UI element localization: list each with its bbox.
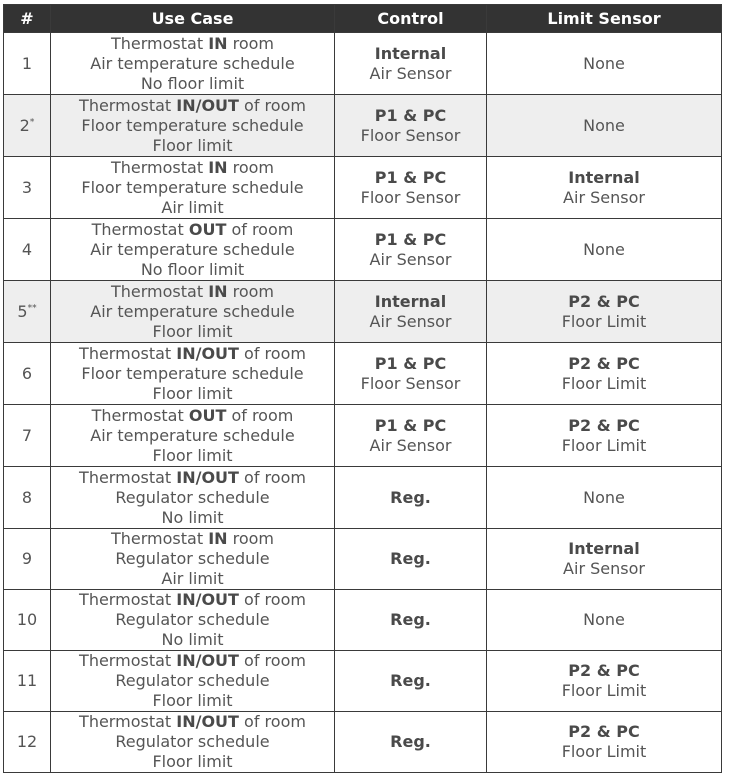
row-number: 11 [16,671,38,690]
use-case-suffix: of room [238,651,306,670]
use-case-location: IN/OUT [176,95,239,115]
limit-sensor-cell [487,33,722,95]
limit-sensor-sub: Floor Limit [561,435,647,455]
control-main: P1 & PC [374,353,447,373]
row-number-cell [4,343,51,405]
limit-sensor-sub: Air Sensor [563,187,645,207]
header-limit-sensor: Limit Sensor [487,5,722,33]
control-cell [335,343,487,405]
control-main: P1 & PC [374,229,447,249]
limit-sensor-cell [487,95,722,157]
control-main: P1 & PC [374,167,447,187]
table-row [4,219,722,281]
row-footnote-mark: ** [27,303,37,314]
use-case-prefix: Thermostat [91,405,189,425]
limit-sensor-sub: Floor Limit [561,373,647,393]
limit-sensor-cell [487,590,722,651]
table-row [4,529,722,590]
row-number: 8 [21,487,33,507]
row-number: 1 [21,53,33,73]
use-case-limit: Floor limit [152,445,233,465]
use-case-schedule: Floor temperature schedule [81,115,304,135]
use-case-prefix: Thermostat [91,219,189,239]
use-case-location-line [51,712,334,732]
use-case-location: IN/OUT [176,712,239,731]
row-number-cell [4,405,51,467]
use-case-location-line [51,529,334,549]
limit-sensor-sub: Floor Limit [561,681,647,700]
use-case-cell [51,95,335,157]
use-case-cell [51,219,335,281]
use-case-limit: Floor limit [152,321,233,341]
control-sub: Floor Sensor [360,187,461,207]
use-case-location-line [51,34,334,54]
use-case-cell [51,529,335,590]
use-case-limit: No limit [161,507,224,527]
use-case-cell [51,33,335,95]
use-case-suffix: room [227,33,275,53]
control-cell [335,712,487,773]
row-number: 6 [21,363,33,383]
table-row [4,95,722,157]
use-case-cell [51,467,335,529]
table-row [4,33,722,95]
row-number-cell [4,529,51,590]
use-case-location-line [51,282,334,302]
use-case-limit: No limit [161,630,224,649]
use-case-location-line [51,590,334,610]
limit-sensor-cell [487,529,722,590]
control-main: P1 & PC [374,415,447,435]
use-case-location-line [51,406,334,426]
use-case-cell [51,712,335,773]
use-case-limit: Floor limit [152,135,233,155]
table-body [4,33,722,773]
limit-sensor-main: P2 & PC [568,291,640,311]
limit-sensor-cell [487,467,722,529]
limit-sensor-main: P2 & PC [568,415,640,435]
control-sub: Floor Sensor [360,373,461,393]
use-case-limit: Floor limit [152,383,233,403]
limit-sensor-sub: None [583,115,625,135]
use-case-location-line [51,96,334,116]
use-case-suffix: of room [238,467,306,487]
use-case-suffix: of room [238,343,306,363]
use-case-location: OUT [188,219,227,239]
control-sub: Air Sensor [369,435,452,455]
limit-sensor-sub: None [583,487,625,507]
control-cell [335,467,487,529]
row-number-cell [4,590,51,651]
use-case-location: IN/OUT [176,343,239,363]
use-case-cell [51,590,335,651]
use-case-suffix: of room [226,219,294,239]
limit-sensor-cell [487,157,722,219]
control-cell [335,529,487,590]
row-number: 9 [21,549,33,568]
control-cell [335,651,487,712]
use-case-cell [51,651,335,712]
table-row [4,651,722,712]
use-case-prefix: Thermostat [110,529,209,548]
use-case-schedule: Regulator schedule [115,610,270,629]
limit-sensor-main: P2 & PC [568,722,640,741]
row-number: 10 [16,610,38,629]
limit-sensor-sub: None [583,610,625,629]
limit-sensor-main: Internal [568,539,640,558]
row-number: 12 [16,732,38,751]
header-row [4,5,722,33]
use-case-location: IN/OUT [176,651,239,670]
table-row [4,467,722,529]
use-case-schedule: Air temperature schedule [90,301,295,321]
table-row [4,405,722,467]
row-number: 7 [21,425,33,445]
row-number-cell [4,467,51,529]
use-case-suffix: of room [226,405,294,425]
header-use-case: Use Case [51,5,335,33]
use-case-limit: No floor limit [140,259,245,279]
limit-sensor-sub: Floor Limit [561,742,647,761]
control-sub: Air Sensor [369,249,452,269]
control-cell [335,33,487,95]
use-case-location-line [51,468,334,488]
use-case-limit: Floor limit [152,752,233,771]
row-number-cell [4,157,51,219]
header-control: Control [335,5,487,33]
control-main: P1 & PC [374,105,447,125]
table-row [4,712,722,773]
control-sub: Air Sensor [369,311,452,331]
use-case-prefix: Thermostat [110,281,209,301]
use-case-location-line [51,651,334,671]
use-case-limit: Air limit [161,569,224,588]
use-case-suffix: of room [238,712,306,731]
use-case-location-line [51,220,334,240]
control-main: Internal [374,43,447,63]
control-main: Reg. [390,671,431,690]
control-main: Reg. [390,610,431,629]
control-cell [335,405,487,467]
use-case-schedule: Air temperature schedule [90,239,295,259]
limit-sensor-sub: Air Sensor [563,559,645,578]
control-sub: Air Sensor [369,63,452,83]
use-case-location: IN [208,33,228,53]
row-number-cell [4,33,51,95]
use-case-schedule: Regulator schedule [115,671,270,690]
use-case-schedule: Floor temperature schedule [81,363,304,383]
row-footnote-mark: * [29,117,35,128]
limit-sensor-cell [487,219,722,281]
control-main: Reg. [390,487,431,507]
row-number: 4 [21,239,33,259]
use-case-prefix: Thermostat [79,590,177,609]
control-cell [335,590,487,651]
control-main: Reg. [390,732,431,751]
row-number-cell [4,219,51,281]
use-case-suffix: of room [238,95,306,115]
limit-sensor-sub: None [583,239,625,259]
limit-sensor-cell [487,712,722,773]
limit-sensor-cell [487,343,722,405]
use-case-table [3,4,722,773]
use-case-suffix: room [227,157,275,177]
use-case-suffix: room [227,281,275,301]
use-case-prefix: Thermostat [79,651,177,670]
use-case-location: IN [208,281,228,301]
table-row [4,590,722,651]
use-case-prefix: Thermostat [79,712,177,731]
use-case-cell [51,405,335,467]
use-case-limit: No floor limit [140,73,245,93]
use-case-suffix: of room [238,590,306,609]
row-number: 3 [21,177,33,197]
limit-sensor-cell [487,281,722,343]
row-number-cell [4,712,51,773]
limit-sensor-cell [487,651,722,712]
limit-sensor-cell [487,405,722,467]
table-row [4,157,722,219]
use-case-schedule: Regulator schedule [115,549,270,568]
row-number-cell [4,95,51,157]
use-case-location: IN/OUT [176,467,239,487]
use-case-prefix: Thermostat [79,95,177,115]
use-case-limit: Air limit [161,197,224,217]
limit-sensor-main: P2 & PC [568,353,640,373]
table-row [4,281,722,343]
limit-sensor-sub: None [583,53,625,73]
use-case-cell [51,281,335,343]
row-number: 2 [19,115,30,135]
use-case-schedule: Air temperature schedule [90,53,295,73]
use-case-cell [51,343,335,405]
control-cell [335,95,487,157]
use-case-location: IN [208,529,228,548]
use-case-location: IN [208,157,228,177]
row-number-cell [4,281,51,343]
use-case-schedule: Regulator schedule [115,487,270,507]
limit-sensor-main: Internal [568,167,640,187]
control-cell [335,281,487,343]
control-cell [335,157,487,219]
use-case-location-line [51,158,334,178]
use-case-schedule: Floor temperature schedule [81,177,304,197]
use-case-cell [51,157,335,219]
use-case-location: IN/OUT [176,590,239,609]
row-number-cell [4,651,51,712]
use-case-prefix: Thermostat [110,157,209,177]
use-case-prefix: Thermostat [79,343,177,363]
limit-sensor-sub: Floor Limit [561,311,647,331]
use-case-suffix: room [227,529,275,548]
use-case-location: OUT [188,405,227,425]
control-cell [335,219,487,281]
use-case-prefix: Thermostat [79,467,177,487]
use-case-table-container [3,4,722,773]
use-case-location-line [51,344,334,364]
control-sub: Floor Sensor [360,125,461,145]
use-case-limit: Floor limit [152,691,233,710]
header-number: # [4,5,51,33]
use-case-schedule: Regulator schedule [115,732,270,751]
use-case-prefix: Thermostat [110,33,209,53]
table-row [4,343,722,405]
use-case-schedule: Air temperature schedule [90,425,295,445]
control-main: Reg. [390,549,431,568]
row-number: 5 [17,301,28,321]
control-main: Internal [374,291,447,311]
limit-sensor-main: P2 & PC [568,661,640,680]
